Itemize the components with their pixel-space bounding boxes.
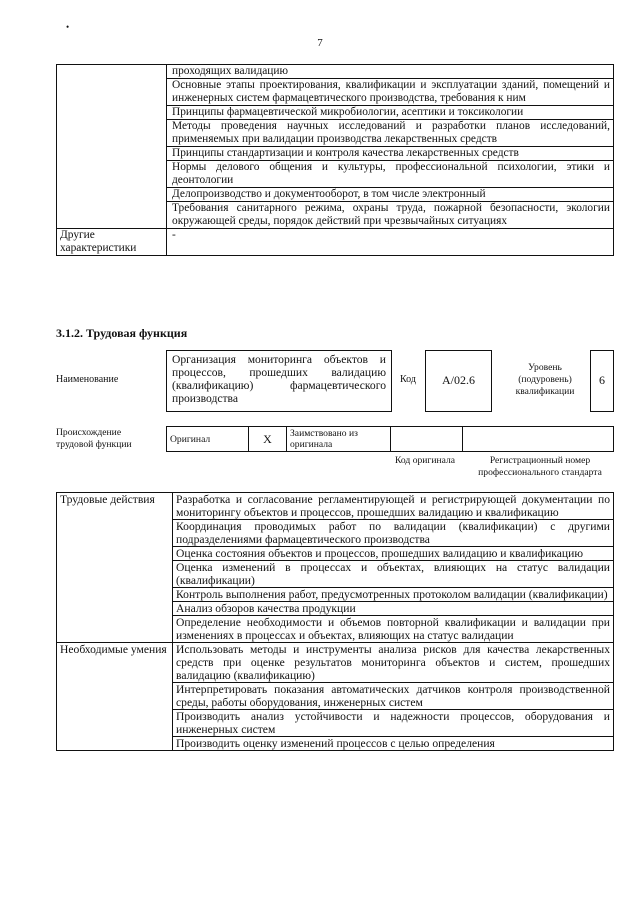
scan-mark: •: [66, 22, 70, 32]
code-label: Код: [400, 374, 416, 385]
reg-number-cell: [463, 427, 614, 452]
borrowed-cell: Заимствовано из оригинала: [287, 427, 391, 452]
row-text: Определение необходимости и объемов повторной квалификации и валидации при изменениях в процессах и объектах, влияющих на статус валидации: [173, 616, 614, 643]
row-text: Производить анализ устойчивости и надежности процессов, оборудования и инженерных систем: [173, 710, 614, 737]
function-table: [56, 492, 614, 751]
row-text: Интерпретировать показания автоматических датчиков контроля производственной среды, работы оборудования, инженерных систем: [173, 683, 614, 710]
row-text: Принципы фармацевтической микробиологии, асептики и токсикологии: [167, 106, 614, 120]
row-text: Контроль выполнения работ, предусмотренных протоколом валидации (квалификации): [173, 588, 614, 602]
action-row: [57, 493, 614, 520]
function-code-value: А/02.6: [425, 350, 492, 412]
name-label: Наименование: [56, 374, 119, 385]
row-text: Оценка состояния объектов и процессов, прошедших валидацию и квалификацию: [173, 547, 614, 561]
reg-caption: Регистрационный номер профессионального стандарта: [478, 455, 602, 478]
row-text: Использовать методы и инструменты анализа рисков для качества лекарственных средств при оценке результатов мониторинга объектов и систем, прошедших валидацию (квалификацию): [173, 643, 614, 683]
knowledge-table: [56, 64, 614, 256]
code-caption: Код оригинала: [394, 455, 456, 466]
original-mark: Х: [249, 427, 287, 452]
level-value: 6: [590, 350, 614, 412]
other-characteristics-row: [57, 229, 614, 256]
row-label: Необходимые умения: [57, 643, 173, 751]
row-text: Принципы стандартизации и контроля качества лекарственных средств: [167, 147, 614, 161]
row-text: Методы проведения научных исследований и разработки планов исследований, применяемых при валидации производства лекарственных средств: [167, 120, 614, 147]
origin-table: [166, 426, 614, 452]
row-text: Требования санитарного режима, охраны труда, пожарной безопасности, экологии окружающей среды, порядок действий при чрезвычайных ситуациях: [167, 202, 614, 229]
knowledge-row: [57, 65, 614, 79]
row-text: Нормы делового общения и культуры, профессиональной психологии, этики и деонтологии: [167, 161, 614, 188]
row-text: Оценка изменений в процессах и объектах, влияющих на статус валидации (квалификации): [173, 561, 614, 588]
row-text: Координация проводимых работ по валидации (квалификации) с другими подразделениями фармацевтического производства: [173, 520, 614, 547]
row-text: Делопроизводство и документооборот, в том числе электронный: [167, 188, 614, 202]
origin-label: Происхождение трудовой функции: [56, 427, 132, 450]
row-label: Другие характеристики: [57, 229, 167, 256]
original-code-cell: [391, 427, 463, 452]
row-text: -: [167, 229, 614, 256]
row-text: Разработка и согласование регламентирующей и регистрирующей документации по мониторингу объектов и процессов, прошедших валидацию и квалификацию: [173, 493, 614, 520]
page-number: 7: [317, 37, 323, 49]
section-title: 3.1.2. Трудовая функция: [56, 326, 188, 340]
function-name-value: Организация мониторинга объектов и процессов, прошедших валидацию (квалификацию) фармацевтического производства: [166, 350, 392, 412]
skill-row: [57, 643, 614, 683]
row-text: Основные этапы проектирования, квалификации и эксплуатации зданий, помещений и инженерных систем фармацевтического производства, требования к ним: [167, 79, 614, 106]
row-text: Анализ обзоров качества продукции: [173, 602, 614, 616]
row-label: Трудовые действия: [57, 493, 173, 643]
row-text: Производить оценку изменений процессов с целью определения: [173, 737, 614, 751]
row-label: [57, 65, 167, 229]
level-label: Уровень (подуровень) квалификации: [515, 362, 575, 397]
original-cell: Оригинал: [167, 427, 249, 452]
row-text: проходящих валидацию: [167, 65, 614, 79]
